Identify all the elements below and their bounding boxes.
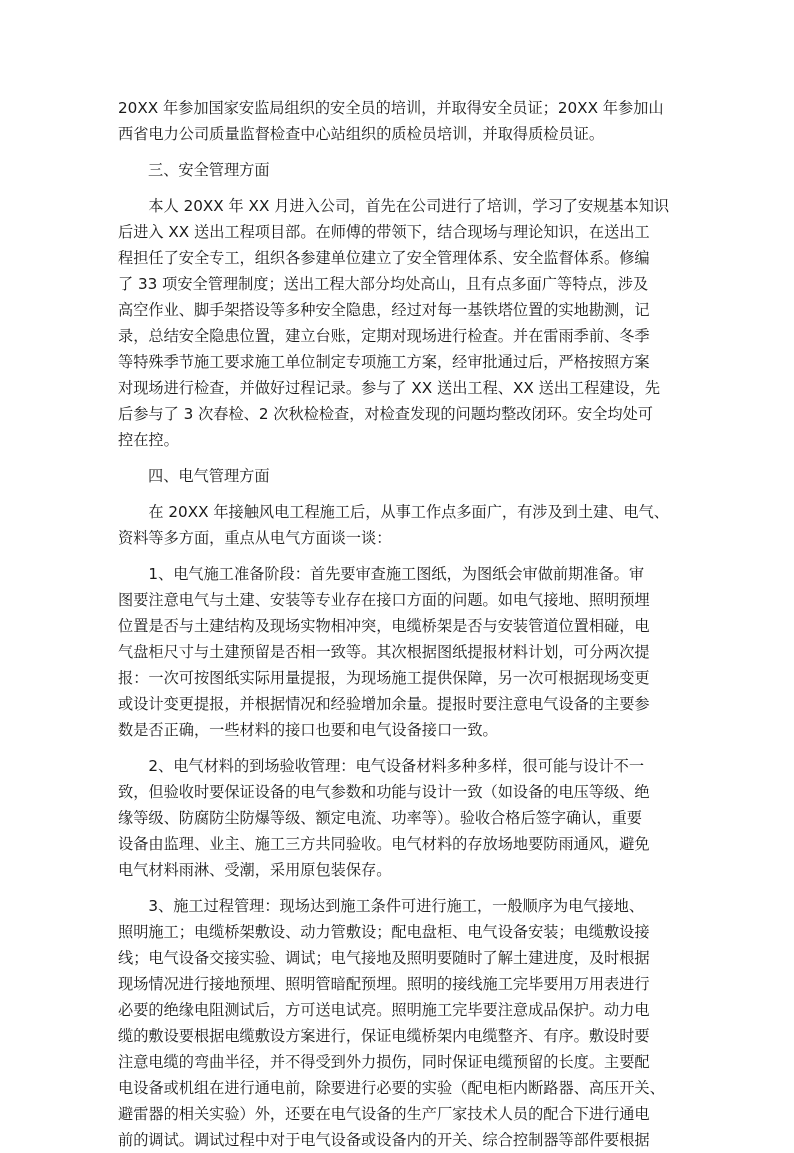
paragraph-training — [118, 95, 680, 147]
text-line: 前的调试。调试过程中对于电气设备或设备内的开关、综合控制器等部件要根据 — [118, 1131, 650, 1149]
text-line: 必要的绝缘电阻测试后，方可送电试亮。照明施工完毕要注意成品保护。动力电 — [118, 1001, 650, 1019]
text-line: 录，总结安全隐患位置，建立台账，定期对现场进行检查。并在雷雨季前、冬季 — [118, 327, 650, 345]
text-line: 图要注意电气与土建、安装等专业存在接口方面的问题。如电气接地、照明预埋 — [118, 591, 650, 609]
text-line: 设备由监理、业主、施工三方共同验收。电气材料的存放场地要防雨通风，避免 — [118, 835, 650, 853]
text-line: 了 33 项安全管理制度；送出工程大部分均处高山，且有点多面广等特点，涉及 — [118, 275, 649, 293]
text-line: 等特殊季节施工要求施工单位制定专项施工方案，经审批通过后，严格按照方案 — [118, 353, 650, 371]
text-line: 致，但验收时要保证设备的电气参数和功能与设计一致（如设备的电压等级、绝 — [118, 783, 650, 801]
paragraph-safety-management — [118, 193, 680, 453]
text-line: 注意电缆的弯曲半径，并不得受到外力损伤，同时保证电缆预留的长度。主要配 — [118, 1053, 650, 1071]
text-line: 气盘柜尺寸与土建预留是否相一致等。其次根据图纸提报材料计划，可分两次提 — [118, 643, 650, 661]
text-line: 避雷器的相关实验）外，还要在电气设备的生产厂家技术人员的配合下进行通电 — [118, 1105, 650, 1123]
text-line: 1、电气施工准备阶段：首先要审查施工图纸，为图纸会审做前期准备。审 — [118, 565, 645, 583]
text-line: 现场情况进行接地预埋、照明管暗配预埋。照明的接线施工完毕要用万用表进行 — [118, 975, 650, 993]
text-line: 高空作业、脚手架搭设等多种安全隐患，经过对每一基铁塔位置的实地勘测，记 — [118, 301, 650, 319]
paragraph-electrical-intro — [118, 499, 680, 551]
text-line: 在 20XX 年接触风电工程施工后，从事工作点多面广，有涉及到土建、电气、 — [118, 503, 669, 521]
text-line: 本人 20XX 年 XX 月进入公司，首先在公司进行了培训，学习了安规基本知识 — [118, 197, 670, 215]
document-page — [118, 95, 680, 1153]
text-line: 3、施工过程管理：现场达到施工条件可进行施工，一般顺序为电气接地、 — [118, 897, 645, 915]
text-line: 电设备或机组在进行通电前，除要进行必要的实验（配电柜内断路器、高压开关、 — [118, 1079, 665, 1097]
text-line: 资料等多方面，重点从电气方面谈一谈： — [118, 529, 392, 547]
text-line: 报：一次可按图纸实际用量提报，为现场施工提供保障，另一次可根据现场变更 — [118, 669, 650, 687]
text-line: 缆的敷设要根据电缆敷设方案进行，保证电缆桥架内电缆整齐、有序。敷设时要 — [118, 1027, 650, 1045]
paragraph-material-acceptance — [118, 753, 680, 883]
text-line: 缘等级、防腐防尘防爆等级、额定电流、功率等）。验收合格后签字确认，重要 — [118, 809, 642, 827]
paragraph-construction-process — [118, 893, 680, 1153]
section-heading-electrical: 四、电气管理方面 — [148, 467, 270, 485]
text-line: 或设计变更提报，并根据情况和经验增加余量。提报时要注意电气设备的主要参 — [118, 695, 650, 713]
text-line: 照明施工；电缆桥架敷设、动力管敷设；配电盘柜、电气设备安装；电缆敷设接 — [118, 923, 650, 941]
text-line: 20XX 年参加国家安监局组织的安全员的培训，并取得安全员证；20XX 年参加山 — [118, 99, 664, 117]
text-line: 西省电力公司质量监督检查中心站组织的质检员培训，并取得质检员证。 — [118, 125, 604, 143]
text-line: 程担任了安全专工，组织各参建单位建立了安全管理体系、安全监督体系。修编 — [118, 249, 650, 267]
text-line: 后进入 XX 送出工程项目部。在师傅的带领下，结合现场与理论知识，在送出工 — [118, 223, 650, 241]
text-line: 2、电气材料的到场验收管理：电气设备材料多种多样，很可能与设计不一 — [118, 757, 645, 775]
text-line: 控在控。 — [118, 431, 179, 449]
text-line: 数是否正确，一些材料的接口也要和电气设备接口一致。 — [118, 721, 498, 739]
text-line: 线；电气设备交接实验、调试；电气接地及照明要随时了解土建进度，及时根据 — [118, 949, 650, 967]
text-line: 后参与了 3 次春检、2 次秋检检查，对检查发现的问题均整改闭环。安全均处可 — [118, 405, 653, 423]
section-heading-safety: 三、安全管理方面 — [148, 161, 270, 179]
paragraph-preparation-stage — [118, 561, 680, 743]
text-line: 位置是否与土建结构及现场实物相冲突，电缆桥架是否与安装管道位置相碰，电 — [118, 617, 650, 635]
text-line: 对现场进行检查，并做好过程记录。参与了 XX 送出工程、XX 送出工程建设，先 — [118, 379, 661, 397]
text-line: 电气材料雨淋、受潮，采用原包装保存。 — [118, 861, 392, 879]
